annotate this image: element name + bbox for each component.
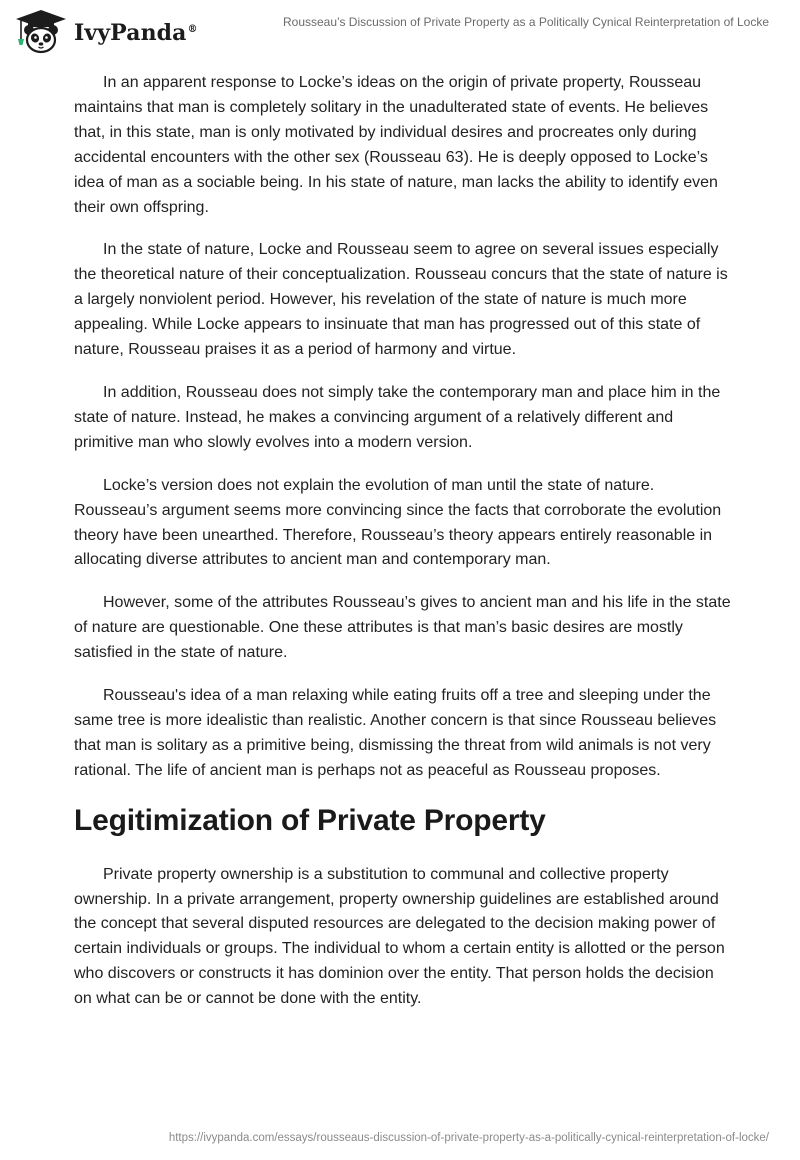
paragraph: Rousseau's idea of a man relaxing while eating fruits off a tree and sleeping under the same tree is more idealistic than realistic. Another concern is that since Rousseau believes that man is solitary as a primitive being, dismissing the threat from wild animals is not very rational. The life of ancient man is perhaps not as peaceful as Rousseau proposes.	[74, 687, 717, 779]
brand-name: IvyPanda®	[74, 20, 198, 46]
registered-mark: ®	[187, 23, 198, 35]
essay-body	[74, 71, 734, 1030]
paragraph: In the state of nature, Locke and Rousseau seem to agree on several issues especially the theoretical nature of their conceptualization. Rousseau concurs that the state of nature is a largely nonviolent period. However, his revelation of the state of nature is much more appealing. While Locke appears to insinuate that man has progressed out of this state of nature, Rousseau praises it as a period of harmony and virtue.	[74, 241, 728, 359]
paragraph: In an apparent response to Locke’s ideas on the origin of private property, Rousseau maintains that man is completely solitary in the unadulterated state of events. He believes that, in this state, man is only motivated by individual desires and procreates only during accidental encounters with the other sex (Rousseau 63). He is deeply opposed to Locke’s idea of man as a sociable being. In his state of nature, man lacks the ability to identify even their own offspring.	[74, 74, 718, 216]
paragraph: In addition, Rousseau does not simply take the contemporary man and place him in the state of nature. Instead, he makes a convincing argument of a relatively different and primitive man who slowly evolves into a modern version.	[74, 383, 721, 451]
brand-logo[interactable]	[14, 8, 214, 56]
paragraph: Private property ownership is a substitution to communal and collective property ownership. In a private arrangement, property ownership guidelines are established around the concept that several disputed resources are delegated to the decision making power of certain individuals or groups. The individual to whom a certain entity is allotted or the person who discovers or constructs it has dominion over the entity. That person holds the decision on what can be or cannot be done with the entity.	[74, 865, 725, 1008]
panda-graduate-icon	[14, 9, 68, 55]
section-heading: Legitimization of Private Property	[74, 803, 546, 837]
source-url-link[interactable]: https://ivypanda.com/essays/rousseaus-discussion-of-private-property-as-a-politically-cynical-reinterpretation-of-locke/	[168, 1132, 769, 1144]
page-header	[0, 0, 800, 62]
paragraph: Locke’s version does not explain the evolution of man until the state of nature. Rousseau’s argument seems more convincing since the facts that corroborate the evolution theory have been unearthed. Therefore, Rousseau’s theory appears entirely reasonable in allocating diverse attributes to ancient man and contemporary man.	[74, 476, 722, 569]
paragraph: However, some of the attributes Rousseau’s gives to ancient man and his life in the state of nature are questionable. One these attributes is that man’s basic desires are mostly satisfied in the state of nature.	[74, 594, 731, 662]
document-title: Rousseau’s Discussion of Private Property as a Politically Cynical Reinterpretation of Locke	[282, 15, 769, 29]
